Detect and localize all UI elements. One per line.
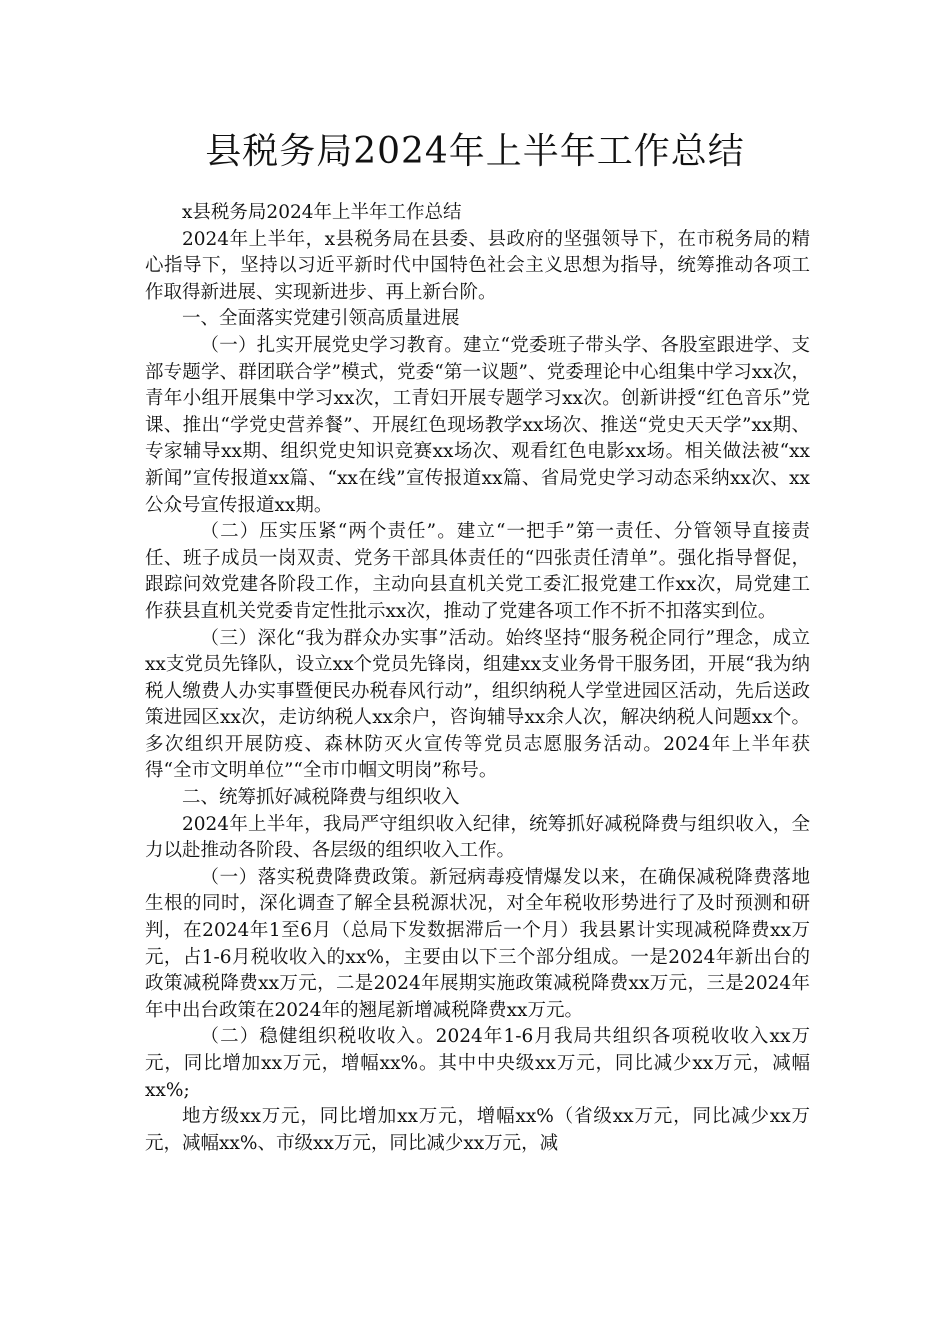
intro-paragraph: 2024年上半年，x县税务局在县委、县政府的坚强领导下，在市税务局的精心指导下，坚持以习近平新时代中国特色社会主义思想为指导，统筹推动各项工作取得新进展、实现新进步、再上新台阶。 (145, 228, 810, 303)
body-paragraph: 地方级xx万元，同比增加xx万元，增幅xx%（省级xx万元，同比减少xx万元，减幅xx%、市级xx万元，同比减少xx万元，减 (145, 1106, 810, 1154)
body-paragraph: 2024年上半年，我局严守组织收入纪律，统筹抓好减税降费与组织收入，全力以赴推动各阶段、各层级的组织收入工作。 (145, 813, 810, 862)
body-paragraph: （三）深化“我为群众办实事”活动。始终坚持“服务税企同行”理念，成立xx支党员先锋队，设立xx个党员先锋岗，组建xx支业务骨干服务团，开展“我为纳税人缴费人办实事暨便民办税春风行动”，组织纳税人学堂进园区活动，先后送政策进园区xx次，走访纳税人xx余户，咨询辅导xx余人次，解决纳税人问题xx个。多次组织开展防疫、森林防灭火宣传等党员志愿服务活动。2024年上半年获得“全市文明单位”“全市巾帼文明岗”称号。 (145, 627, 810, 782)
body-paragraph: （一）落实税费降费政策。新冠病毒疫情爆发以来，在确保减税降费落地生根的同时，深化调查了解全县税源状况，对全年税收形势进行了及时预测和研判，在2024年1至6月（总局下发数据滞后一个月）我县累计实现减税降费xx万元，占1-6月税收收入的xx%，主要由以下三个部分组成。一是2024年新出台的政策减税降费xx万元，二是2024年展期实施政策减税降费xx万元，三是2024年年中出台政策在2024年的翘尾新增减税降费xx万元。 (145, 866, 810, 1021)
document-title: 县税务局2024年上半年工作总结 (205, 131, 745, 172)
section-heading: 一、全面落实党建引领高质量进展 (182, 308, 460, 330)
body-paragraph: （二）稳健组织税收收入。2024年1-6月我局共组织各项税收收入xx万元，同比增加xx万元，增幅xx%。其中中央级xx万元，同比减少xx万元，减幅xx%; (145, 1026, 810, 1101)
subtitle-paragraph: x县税务局2024年上半年工作总结 (182, 202, 462, 223)
body-paragraph: （一）扎实开展党史学习教育。建立“党委班子带头学、各股室跟进学、支部专题学、群团联合学”模式，党委“第一议题”、党委理论中心组集中学习xx次，青年小组开展集中学习xx次，工青妇开展专题学习xx次。创新讲授“红色音乐”党课、推出“学党史营养餐”、开展红色现场教学xx场次、推送“党史天天学”xx期、专家辅导xx期、组织党史知识竞赛xx场次、观看红色电影xx场。相关做法被“xx新闻”宣传报道xx篇、“xx在线”宣传报道xx篇、省局党史学习动态采纳xx次、xx公众号宣传报道xx期。 (145, 334, 810, 516)
document-body (145, 200, 810, 1157)
section-heading: 二、统筹抓好减税降费与组织收入 (182, 787, 460, 809)
body-paragraph: （二）压实压紧“两个责任”。建立“一把手”第一责任、分管领导直接责任、班子成员一岗双责、党务干部具体责任的“四张责任清单”。强化指导督促，跟踪问效党建各阶段工作，主动向县直机关党工委汇报党建工作xx次，局党建工作获县直机关党委肯定性批示xx次，推动了党建各项工作不折不扣落实到位。 (145, 521, 810, 622)
